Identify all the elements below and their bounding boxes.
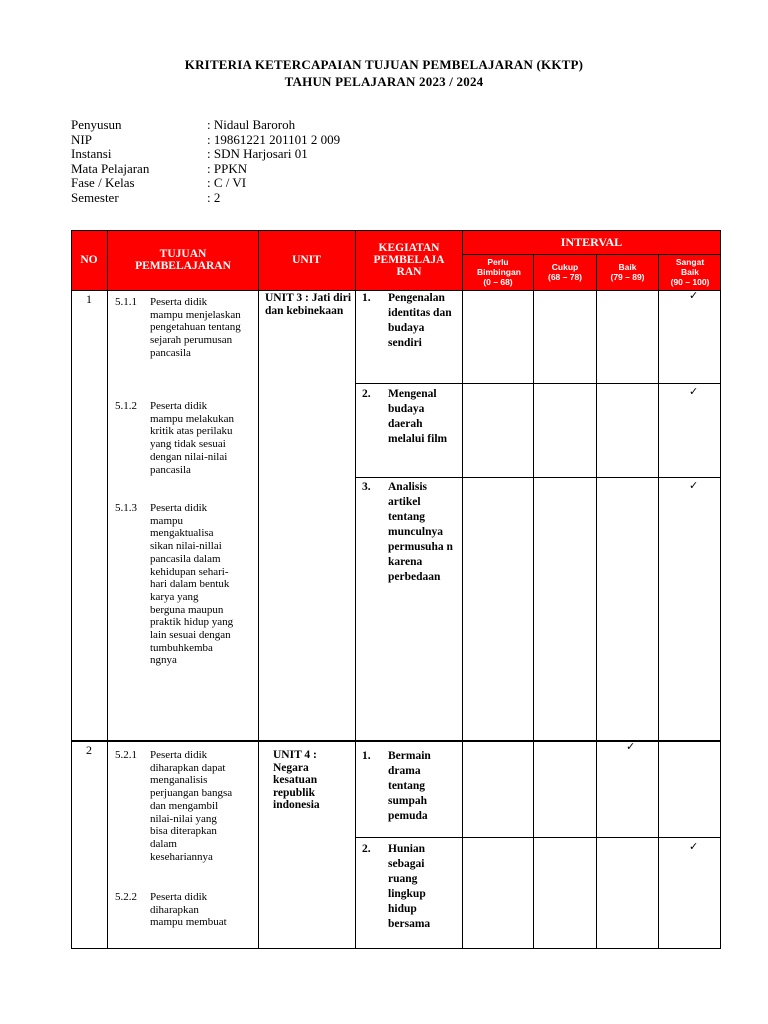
tujuan-text: Peserta didik diharapkan dapat menganalisis perjuangan bangsa dan mengambil nilai-nilai yang bisa diterapkan dalam kesehariannya (150, 749, 233, 863)
header-baik (597, 262, 658, 282)
tujuan-item (115, 502, 263, 738)
meta-row-fase (71, 176, 340, 191)
header-perlu-bimbingan (463, 257, 533, 287)
table-border-top (71, 230, 721, 231)
header-divider (355, 230, 356, 290)
meta-value: : SDN Harjosari 01 (207, 146, 308, 161)
tujuan-text: Peserta didik mampu mengaktualisa sikan nilai-nillai pancasila dalam kehidupan sehari-hari dalam bentuk karya yang berguna maupun praktik hidup yang lain sesuai dengan tumbuhkemba ngnya (150, 502, 234, 667)
unit-label: UNIT 3 : Jati diri dan kebinekaan (265, 292, 352, 317)
activity-number: 3. (362, 481, 371, 493)
check-mark: ✓ (689, 289, 699, 302)
table-border-right (720, 230, 721, 949)
tujuan-text: Peserta didik mampu melakukan kritik atas perilaku yang tidak sesuai dengan nilai-nilai pancasila (150, 400, 235, 476)
table-border-left (71, 230, 72, 949)
interval-label: Sangat Baik (675, 257, 705, 277)
row-line (355, 477, 721, 478)
activity-text: Hunian sebagai ruang lingkup hidup bersama (388, 843, 431, 930)
meta-info (71, 118, 340, 205)
tujuan-code: 5.2.1 (115, 749, 137, 761)
column-line (462, 290, 463, 949)
check-mark: ✓ (626, 740, 636, 753)
activity-item (362, 387, 462, 475)
activity-text: Pengenalan identitas dan budaya sendiri (388, 292, 452, 349)
tujuan-code: 5.1.2 (115, 400, 137, 412)
column-line (596, 290, 597, 949)
meta-label: Fase / Kelas (71, 175, 135, 190)
tujuan-code: 5.2.2 (115, 891, 137, 903)
meta-label: Semester (71, 189, 119, 205)
column-line (658, 290, 659, 949)
table-border-bottom (71, 948, 721, 949)
header-sangat-baik (659, 257, 721, 287)
interval-label: Cukup (551, 262, 579, 272)
tujuan-item (115, 296, 263, 401)
meta-label: Instansi (71, 146, 112, 161)
meta-value: : PPKN (207, 160, 248, 176)
activity-text: Analisis artikel tentang munculnya permusuha n karena perbedaan (388, 481, 453, 583)
header-no: NO (80, 254, 98, 266)
header-kegiatan: KEGIATAN PEMBELAJA RAN (373, 242, 445, 278)
activity-item (362, 842, 462, 946)
header-divider (462, 254, 721, 255)
check-mark: ✓ (689, 840, 699, 853)
activity-text: Bermain drama tentang sumpah pemuda (388, 750, 431, 822)
check-mark: ✓ (689, 479, 699, 492)
interval-range: (68 – 78) (547, 272, 583, 282)
document-subtitle: TAHUN PELAJARAN 2023 / 2024 (284, 74, 484, 89)
tujuan-item (115, 891, 263, 946)
unit-label: UNIT 4 : Negara kesatuan republik indonesia (273, 749, 320, 811)
activity-text: Mengenal budaya daerah melalui film (388, 388, 448, 445)
group-separator (71, 740, 721, 742)
tujuan-item (115, 749, 263, 891)
interval-label: Perlu Bimbingan (477, 257, 521, 277)
column-line (107, 290, 108, 949)
tujuan-code: 5.1.1 (115, 296, 137, 308)
meta-row-instansi (71, 147, 340, 162)
meta-value: : C / VI (207, 175, 247, 190)
tujuan-code: 5.1.3 (115, 502, 137, 514)
interval-range: (79 – 89) (610, 272, 645, 282)
meta-value: : Nidaul Baroroh (207, 117, 296, 132)
column-line (533, 290, 534, 949)
row-line (355, 837, 721, 838)
tujuan-item (115, 400, 263, 505)
meta-value: : 2 (207, 189, 221, 205)
check-mark: ✓ (689, 385, 699, 398)
meta-label: Mata Pelajaran (71, 160, 150, 176)
row-number: 2 (86, 743, 92, 757)
activity-number: 2. (362, 388, 371, 400)
interval-label: Baik (618, 262, 637, 272)
meta-label: Penyusun (71, 117, 122, 132)
header-divider (107, 230, 108, 290)
meta-row-mapel (71, 162, 340, 177)
activity-number: 2. (362, 843, 371, 855)
column-line (355, 290, 356, 949)
header-tujuan: TUJUAN PEMBELAJARAN (135, 248, 231, 272)
tujuan-text: Peserta didik mampu menjelaskan pengetahuan tentang sejarah perumusan pancasila (150, 296, 241, 359)
activity-number: 1. (362, 750, 371, 762)
interval-range: (90 – 100) (670, 277, 710, 287)
activity-number: 1. (362, 292, 371, 304)
activity-item (362, 749, 462, 835)
row-number: 1 (86, 292, 92, 306)
meta-row-penyusun (71, 118, 340, 133)
row-line (355, 383, 721, 384)
meta-label: NIP (71, 131, 92, 147)
document-title: KRITERIA KETERCAPAIAN TUJUAN PEMBELAJARAN (KKTP) (184, 57, 584, 72)
header-interval: INTERVAL (560, 235, 623, 249)
tujuan-text: Peserta didik diharapkan mampu membuat (150, 891, 227, 929)
meta-row-semester (71, 191, 340, 206)
header-cukup (534, 262, 596, 282)
interval-range: (0 – 68) (483, 277, 513, 287)
meta-row-nip (71, 133, 340, 148)
meta-value: : 19861221 201101 2 009 (207, 131, 341, 147)
activity-item (362, 480, 462, 590)
header-unit: UNIT (292, 254, 321, 266)
activity-item (362, 291, 462, 381)
